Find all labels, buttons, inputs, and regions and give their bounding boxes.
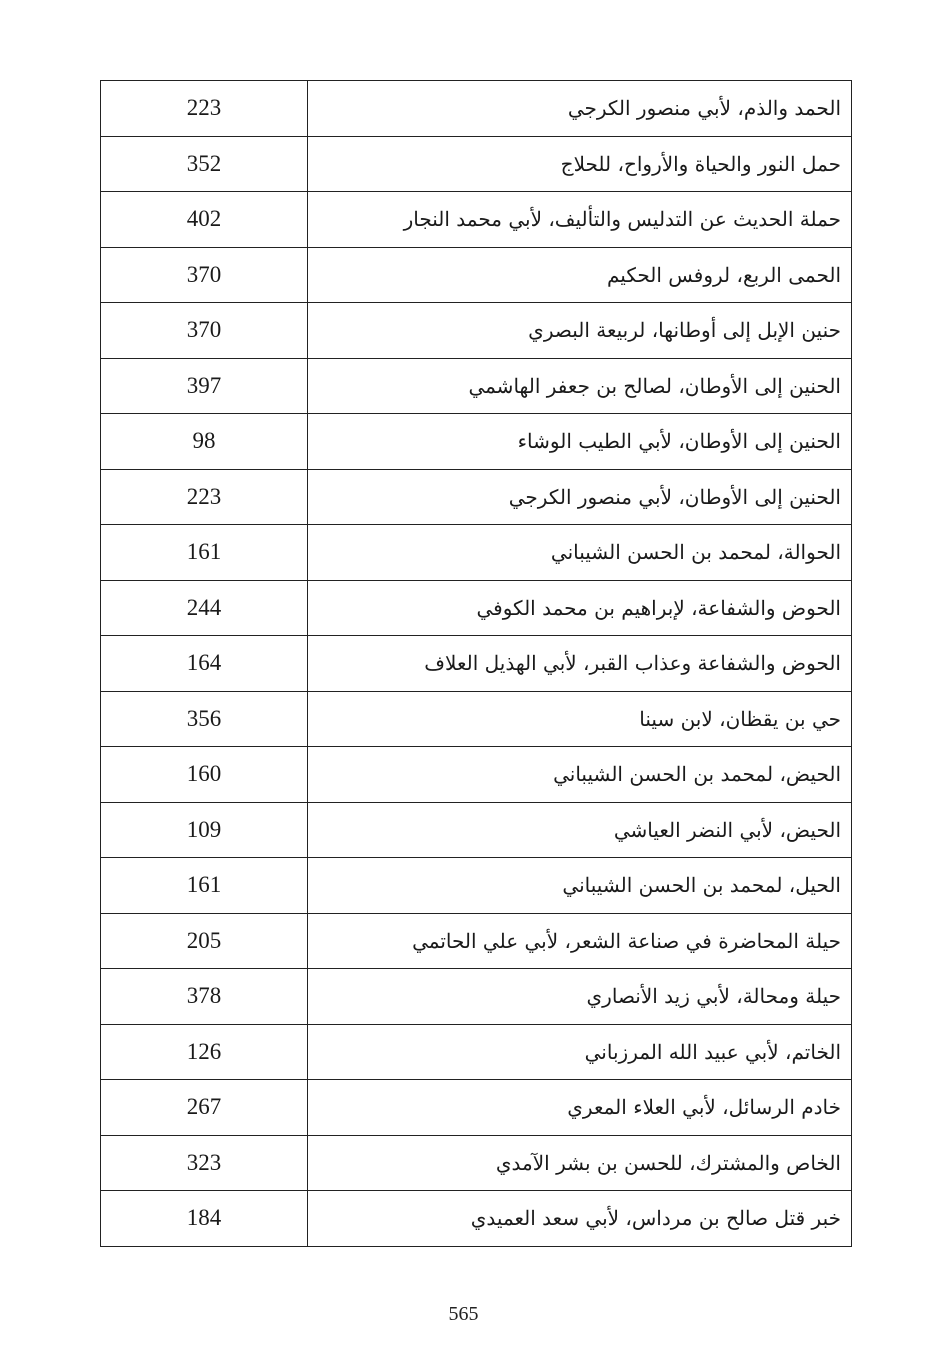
index-row: [101, 636, 852, 692]
page-reference: 244: [101, 580, 308, 636]
page-reference: 378: [101, 969, 308, 1025]
page-reference: 402: [101, 192, 308, 248]
index-row: [101, 969, 852, 1025]
book-title: حيلة المحاضرة في صناعة الشعر، لأبي علي الحاتمي: [308, 913, 852, 969]
book-title: الحيل، لمحمد بن الحسن الشيباني: [308, 858, 852, 914]
index-row: [101, 858, 852, 914]
page-number: 565: [448, 1303, 479, 1325]
book-title: حنين الإبل إلى أوطانها، لربيعة البصري: [308, 303, 852, 359]
book-title: حملة الحديث عن التدليس والتأليف، لأبي محمد النجار: [308, 192, 852, 248]
book-title: خبر قتل صالح بن مرداس، لأبي سعد العميدي: [308, 1191, 852, 1247]
index-row: [101, 247, 852, 303]
book-title: الحنين إلى الأوطان، لأبي الطيب الوشاء: [308, 414, 852, 470]
page-reference: 164: [101, 636, 308, 692]
index-row: [101, 469, 852, 525]
index-row: [101, 358, 852, 414]
book-title: الحوض والشفاعة وعذاب القبر، لأبي الهذيل العلاف: [308, 636, 852, 692]
book-title: الحمد والذم، لأبي منصور الكرجي: [308, 81, 852, 137]
page-reference: 267: [101, 1080, 308, 1136]
page-reference: 397: [101, 358, 308, 414]
page-reference: 109: [101, 802, 308, 858]
index-row: [101, 691, 852, 747]
index-row: [101, 1024, 852, 1080]
book-title: الحوض والشفاعة، لإبراهيم بن محمد الكوفي: [308, 580, 852, 636]
index-row: [101, 913, 852, 969]
page-reference: 184: [101, 1191, 308, 1247]
index-row: [101, 525, 852, 581]
book-title: خادم الرسائل، لأبي العلاء المعري: [308, 1080, 852, 1136]
page-reference: 161: [101, 858, 308, 914]
page-reference: 126: [101, 1024, 308, 1080]
book-title: حمل النور والحياة والأرواح، للحلاج: [308, 136, 852, 192]
page-reference: 160: [101, 747, 308, 803]
index-row: [101, 81, 852, 137]
page-reference: 205: [101, 913, 308, 969]
index-row: [101, 580, 852, 636]
index-row: [101, 747, 852, 803]
book-title: الحيض، لأبي النضر العياشي: [308, 802, 852, 858]
index-row: [101, 136, 852, 192]
book-title: الخاتم، لأبي عبيد الله المرزباني: [308, 1024, 852, 1080]
index-row: [101, 303, 852, 359]
page-reference: 161: [101, 525, 308, 581]
book-title: الخاص والمشترك، للحسن بن بشر الآمدي: [308, 1135, 852, 1191]
index-rows: [101, 81, 852, 1247]
book-title: الحوالة، لمحمد بن الحسن الشيباني: [308, 525, 852, 581]
index-row: [101, 1080, 852, 1136]
page-reference: 223: [101, 469, 308, 525]
page-reference: 98: [101, 414, 308, 470]
index-row: [101, 1191, 852, 1247]
index-row: [101, 802, 852, 858]
book-title: الحيض، لمحمد بن الحسن الشيباني: [308, 747, 852, 803]
index-row: [101, 192, 852, 248]
book-title: الحنين إلى الأوطان، لأبي منصور الكرجي: [308, 469, 852, 525]
page-reference: 370: [101, 247, 308, 303]
book-title: حي بن يقظان، لابن سينا: [308, 691, 852, 747]
book-title: حيلة ومحالة، لأبي زيد الأنصاري: [308, 969, 852, 1025]
index-row: [101, 1135, 852, 1191]
page-reference: 352: [101, 136, 308, 192]
index-table: [100, 80, 852, 1247]
index-row: [101, 414, 852, 470]
page-reference: 356: [101, 691, 308, 747]
book-title: الحمى الربع، لروفس الحكيم: [308, 247, 852, 303]
book-title: الحنين إلى الأوطان، لصالح بن جعفر الهاشمي: [308, 358, 852, 414]
page-reference: 370: [101, 303, 308, 359]
page-reference: 323: [101, 1135, 308, 1191]
page-reference: 223: [101, 81, 308, 137]
